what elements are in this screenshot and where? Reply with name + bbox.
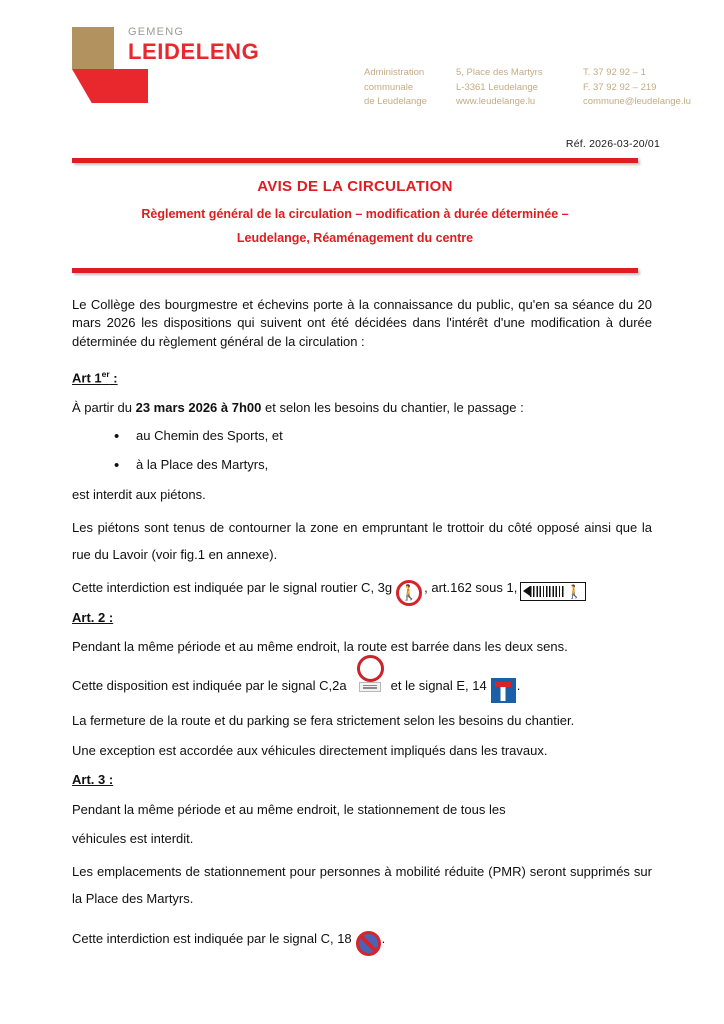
article-2-paragraph-1: Pendant la même période et au même endroit, la route est barrée dans les deux sens.	[72, 639, 568, 655]
article-3-heading	[72, 771, 652, 789]
contact-line: L-3361 Leudelange	[456, 81, 538, 93]
page-subtitle	[72, 203, 638, 251]
article-2-signal-line	[72, 677, 652, 695]
article-2-heading-text: Art. 2 :	[72, 609, 114, 625]
road-closed-plaque-shape	[359, 682, 381, 692]
article-1-signal-line	[72, 579, 652, 602]
article-1-lead	[72, 399, 652, 417]
article-1-lead-before: À partir du	[72, 400, 136, 416]
contact-fax: F. 37 92 92 – 219	[583, 81, 657, 93]
contact-line: communale	[364, 81, 414, 93]
rule-top	[72, 158, 638, 163]
contact-line: 5, Place des Martyrs	[456, 67, 543, 78]
article-2-signal-before: Cette disposition est indiquée par le signal C,2a	[72, 677, 347, 693]
document-body	[72, 296, 652, 948]
road-closed-ring-shape	[357, 655, 384, 682]
contact-column-address	[456, 66, 583, 110]
logo-square-shape	[72, 27, 114, 69]
contact-line: de Leudelange	[364, 96, 427, 108]
article-1-superscript: er	[101, 369, 110, 380]
contact-website-link[interactable]: www.leudelange.lu	[456, 96, 536, 108]
article-3-signal-after: .	[381, 930, 386, 946]
article-3-paragraph-2: Les emplacements de stationnement pour personnes à mobilité réduite (PMR) seront supprimés sur la Place des Martyrs.	[72, 864, 652, 907]
list-item: • à la Place des Martyrs,	[114, 456, 652, 474]
contact-column-administration	[364, 66, 456, 110]
article-1-after-bullets: est interdit aux piétons.	[72, 486, 206, 502]
pedestrian-glyph-icon: 🚶	[399, 584, 419, 602]
article-3-signal-line	[72, 930, 652, 948]
intro-paragraph: Le Collège des bourgmestre et échevins porte à la connaissance du public, qu'en sa séance du 20 mars 2026 les dispositions qui suivent ont été décidées dans l'intérêt d'une modification à durée déterminée du règlement général de la circulation :	[72, 297, 652, 349]
title-block	[72, 170, 638, 251]
cul-de-sac-bar-shape	[495, 682, 511, 687]
no-pedestrians-sign-icon	[396, 580, 422, 606]
contact-line: Administration	[364, 67, 425, 78]
detour-hatch-pattern	[530, 586, 564, 597]
article-1-label: Art 1	[72, 370, 102, 386]
article-1-paragraph-2: Les piétons sont tenus de contourner la zone en empruntant le trottoir du côté opposé ainsi que la rue du Lavoir (voir fig.1 en annexe).	[72, 519, 652, 562]
detour-arrow-shape	[523, 586, 564, 597]
no-parking-sign-icon	[356, 931, 381, 956]
article-2-heading	[72, 609, 652, 627]
article-1-heading	[72, 368, 652, 388]
contact-column-phone	[583, 66, 723, 110]
reference-number: Réf. 2026-03-20/01	[565, 138, 660, 150]
page-title: AVIS DE LA CIRCULATION	[257, 178, 453, 195]
article-2-signal-middle: et le signal E, 14	[390, 677, 487, 693]
article-1-colon: :	[109, 370, 118, 386]
logo-municipality-name: LEIDELENG	[128, 39, 260, 64]
logo-wordmark	[128, 27, 259, 63]
article-1-lead-after: et selon les besoins du chantier, le passage :	[261, 400, 524, 416]
article-3-heading-text: Art. 3 :	[72, 772, 114, 788]
article-3-signal-before: Cette interdiction est indiquée par le signal C, 18	[72, 930, 352, 946]
article-1-bullet-list	[72, 427, 652, 475]
article-3-paragraph-1-line-1: Pendant la même période et au même endroit, le stationnement de tous les	[72, 801, 506, 817]
page-subtitle-line2: Leudelange, Réaménagement du centre	[236, 230, 474, 245]
pedestrian-detour-sign-icon	[520, 582, 586, 601]
document-header	[0, 0, 724, 150]
municipality-logo	[72, 26, 260, 99]
contact-phone: T. 37 92 92 – 1	[583, 67, 646, 78]
article-3-paragraph-1-line-2: véhicules est interdit.	[72, 830, 194, 846]
rule-bottom	[72, 268, 638, 273]
cul-de-sac-stem-shape	[501, 685, 506, 701]
logo-wedge-shape	[72, 69, 148, 103]
article-1-signal-middle: , art.162 sous 1,	[424, 580, 518, 596]
detour-pedestrian-glyph-icon: 🚶	[566, 583, 583, 599]
page-subtitle-line1: Règlement général de la circulation – modification à durée déterminée –	[141, 207, 569, 221]
article-2-paragraph-3: La fermeture de la route et du parking se fera strictement selon les besoins du chantier.	[72, 713, 575, 729]
list-item: • au Chemin des Sports, et	[114, 427, 652, 445]
article-1-heading-text	[72, 368, 118, 388]
logo-gemeng-label: GEMENG	[128, 26, 185, 38]
detour-arrowhead-icon	[523, 586, 530, 596]
article-2-signal-after: .	[516, 677, 521, 693]
no-parking-slash-shape	[358, 933, 379, 954]
article-1-date-bold: 23 mars 2026 à 7h00	[135, 400, 262, 416]
cul-de-sac-sign-icon	[491, 678, 516, 703]
article-1-signal-before: Cette interdiction est indiquée par le signal routier C, 3g	[72, 580, 393, 596]
contact-block	[364, 66, 723, 110]
article-2-paragraph-4: Une exception est accordée aux véhicules directement impliqués dans les travaux.	[72, 742, 548, 758]
contact-email-link[interactable]: commune@leudelange.lu	[583, 96, 691, 108]
